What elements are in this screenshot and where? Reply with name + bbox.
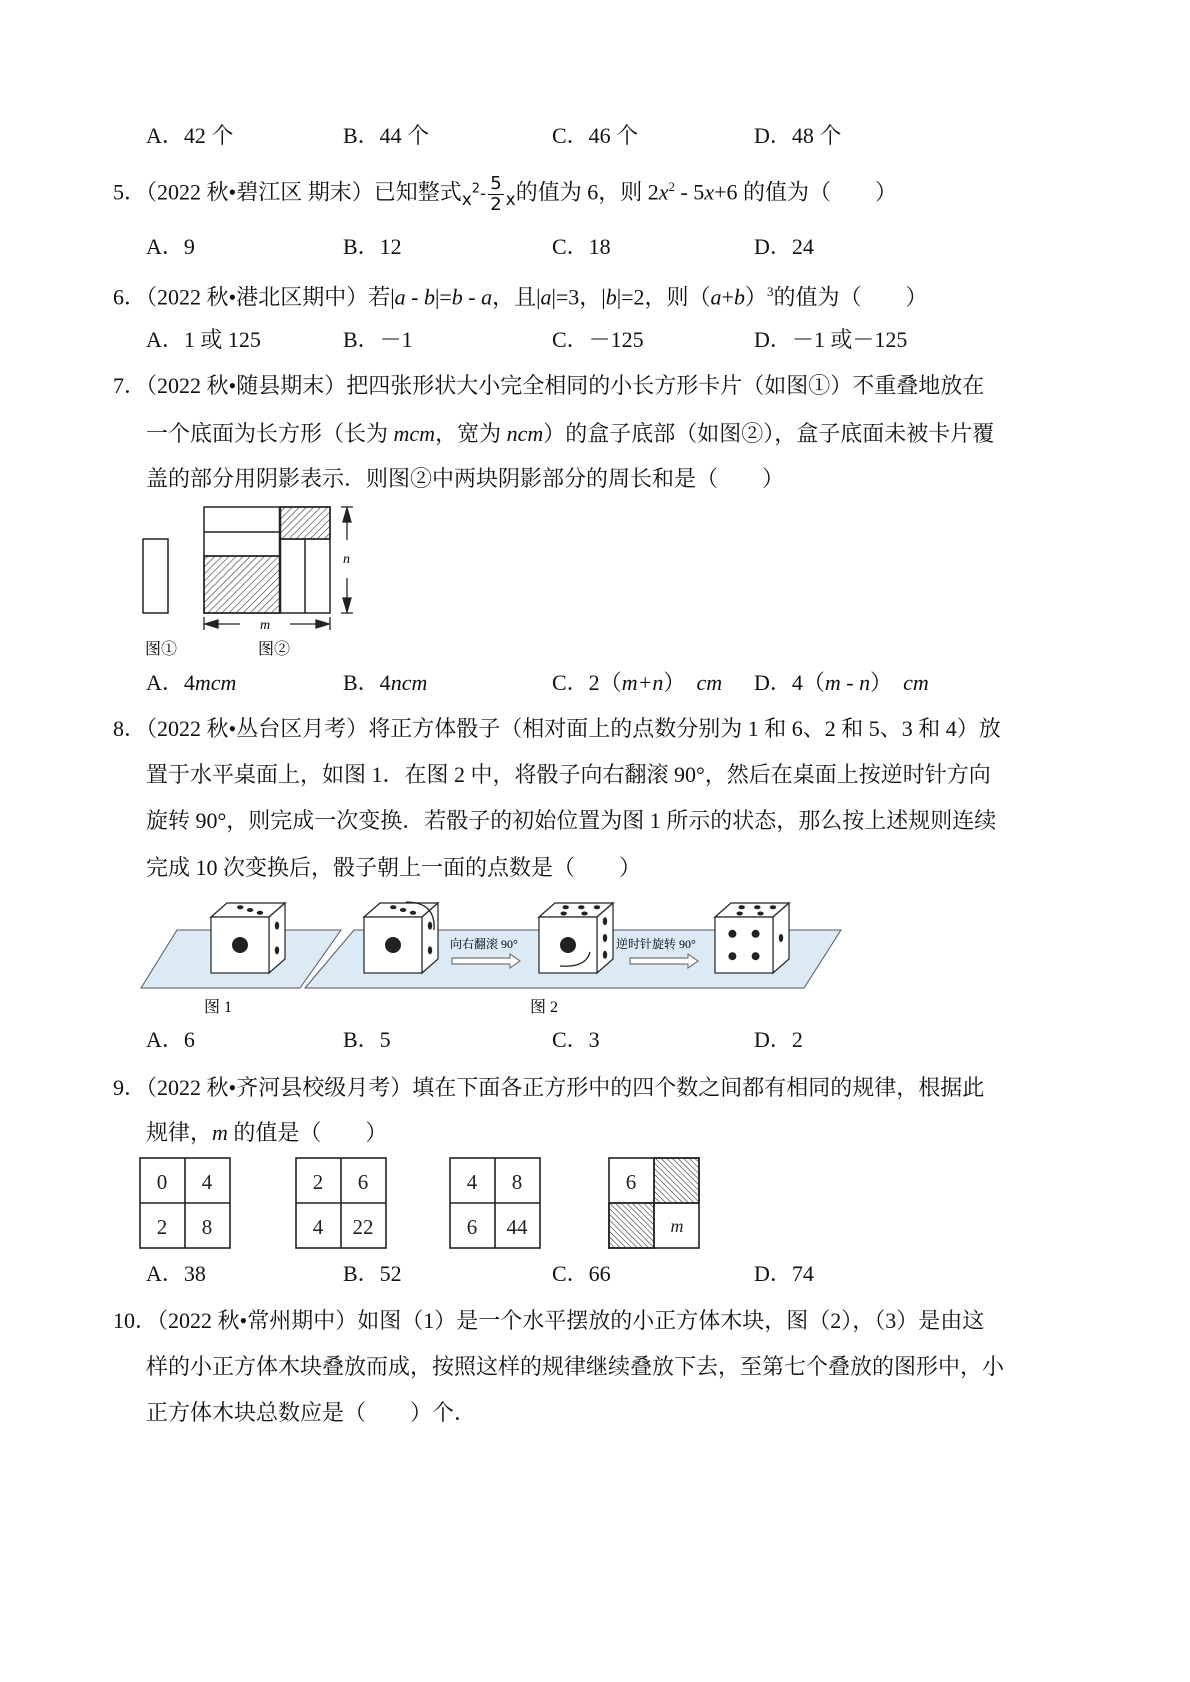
var: a	[394, 284, 406, 310]
grid-cell: 8	[511, 1170, 523, 1194]
roll-right-label: 向右翻滚 90°	[450, 937, 518, 951]
q5-option-a: A．9	[146, 234, 195, 259]
figure-1-caption: 图①	[145, 641, 178, 658]
formula-x: x	[461, 190, 472, 211]
grid-cell: 6	[357, 1170, 369, 1194]
rotate-ccw-label: 逆时针旋转 90°	[616, 937, 696, 951]
q8-line3: 旋转 90°，则完成一次变换．若骰子的初始位置为图 1 所示的状态，那么按上述规则连续	[146, 808, 997, 833]
q6-option-d: D．－1 或－125	[754, 327, 908, 352]
var: ncm	[506, 421, 544, 446]
q6-option-a: A．1 或 125	[146, 327, 261, 352]
fraction-denominator: 2	[490, 193, 502, 215]
q9-option-c: C．66	[552, 1261, 611, 1286]
figure-1-caption: 图 1	[204, 999, 233, 1016]
t: 的值为（ ）	[773, 284, 928, 310]
t: 的值是（ ）	[227, 1120, 388, 1145]
t: ，宽为	[435, 421, 507, 446]
grid-cell: 2	[312, 1170, 324, 1194]
q5-middle: 的值为 6，则 2	[515, 179, 659, 205]
text: +6 的值为（ ）	[714, 179, 897, 205]
grid-cell: 4	[201, 1170, 213, 1194]
q8-option-d: D．2	[754, 1027, 803, 1052]
label-n: n	[343, 552, 350, 567]
grid-cell: 4	[312, 1215, 324, 1239]
t: B．4	[343, 670, 391, 695]
t: 规律，	[146, 1120, 213, 1145]
q7-line1: 7．（2022 秋•随县期末）把四张形状大小完全相同的小长方形卡片（如图①）不重叠地放在	[113, 373, 985, 398]
grid-cell: 6	[625, 1170, 637, 1194]
q5-prefix: 5．（2022 秋•碧江区 期末）已知整式	[113, 179, 462, 205]
q9-option-d: D．74	[754, 1261, 814, 1286]
q4-option-a: A．42 个	[146, 123, 234, 148]
q9-option-b: B．52	[343, 1261, 402, 1286]
number-grid	[140, 1158, 230, 1248]
t: +	[721, 284, 734, 310]
q4-option-d: D．48 个	[754, 123, 842, 148]
unit: cm	[903, 670, 929, 695]
q9-option-a: A．38	[146, 1261, 206, 1286]
t: ，且|	[492, 284, 541, 310]
q8-line4: 完成 10 次变换后，骰子朝上一面的点数是（ ）	[146, 855, 642, 880]
q8-line2: 置于水平桌面上，如图 1．在图 2 中，将骰子向右翻滚 90°，然后在桌面上按逆时针方向	[146, 762, 991, 787]
t: 一个底面为长方形（长为	[146, 421, 394, 446]
unit: cm	[696, 670, 723, 695]
q5-option-c: C．18	[552, 234, 611, 259]
var: b	[733, 284, 745, 310]
t: |=3，|	[551, 284, 606, 310]
label-m: m	[260, 618, 271, 633]
number-grid-unknown	[609, 1158, 699, 1248]
fraction-numerator: 5	[490, 172, 502, 194]
q10-line1: 10．（2022 秋•常州期中）如图（1）是一个水平摆放的小正方体木块，图（2），（3）是由这	[113, 1308, 985, 1333]
formula-x: x	[505, 190, 516, 211]
var: a	[540, 284, 552, 310]
q8-option-a: A．6	[146, 1027, 195, 1052]
q5-option-d: D．24	[754, 234, 814, 259]
grid-cell: 2	[156, 1215, 168, 1239]
grid-cell: 8	[201, 1215, 213, 1239]
grid-cell: 6	[466, 1215, 478, 1239]
var: x	[658, 179, 669, 205]
formula-exp: 2	[471, 181, 481, 197]
q10-line2: 样的小正方体木块叠放而成，按照这样的规律继续叠放下去，至第七个叠放的图形中，小	[146, 1354, 1005, 1379]
formula-minus: -	[480, 184, 487, 205]
t: C．2（	[552, 670, 622, 695]
t: ）	[870, 670, 904, 695]
text: - 5	[674, 179, 705, 205]
q8-option-b: B．5	[343, 1027, 391, 1052]
t: ）	[744, 284, 767, 310]
grid-cell: 0	[156, 1170, 168, 1194]
t: A．4	[146, 670, 195, 695]
var: mcm	[393, 421, 436, 446]
var: mcm	[194, 670, 237, 695]
grid-cell: 4	[466, 1170, 478, 1194]
q5-option-b: B．12	[343, 234, 402, 259]
figure-2-caption: 图 2	[530, 999, 559, 1016]
q4-option-b: B．44 个	[343, 123, 430, 148]
q6-option-b: B．－1	[343, 327, 413, 352]
q9-line1: 9．（2022 秋•齐河县校级月考）填在下面各正方形中的四个数之间都有相同的规律，根据此	[113, 1075, 985, 1100]
t: |=2，则（	[616, 284, 711, 310]
q8-line1: 8．（2022 秋•丛台区月考）将正方体骰子（相对面上的点数分别为 1 和 6、2 和 5、3 和 4）放	[113, 716, 1001, 741]
var: b	[423, 284, 435, 310]
var: m+n	[621, 670, 664, 695]
t: |=	[434, 284, 452, 310]
var: x	[704, 179, 715, 205]
t: -	[462, 284, 482, 310]
var: ncm	[390, 670, 428, 695]
figure-2-caption: 图②	[258, 641, 291, 658]
grid-cell: 22	[352, 1215, 374, 1239]
var: b	[451, 284, 463, 310]
var: m	[212, 1120, 228, 1145]
grid-cell-m: m	[670, 1216, 684, 1236]
q8-option-c: C．3	[552, 1027, 600, 1052]
q6-option-c: C．－125	[552, 327, 644, 352]
t: ）	[663, 670, 697, 695]
exp: 2	[668, 179, 675, 194]
exp: 3	[766, 284, 774, 299]
t: -	[405, 284, 424, 310]
q7-line3: 盖的部分用阴影表示．则图②中两块阴影部分的周长和是（ ）	[146, 466, 785, 491]
q10-line3: 正方体木块总数应是（ ）个．	[146, 1400, 477, 1425]
t: ）的盒子底部（如图②），盒子底面未被卡片覆	[543, 421, 995, 446]
var: m - n	[824, 670, 871, 695]
t: 6．（2022 秋•港北区期中）若|	[113, 284, 395, 310]
q4-option-c: C．46 个	[552, 123, 639, 148]
var: a	[481, 284, 493, 310]
var: a	[710, 284, 722, 310]
t: D．4（	[754, 670, 825, 695]
grid-cell: 44	[506, 1215, 528, 1239]
var: b	[605, 284, 617, 310]
